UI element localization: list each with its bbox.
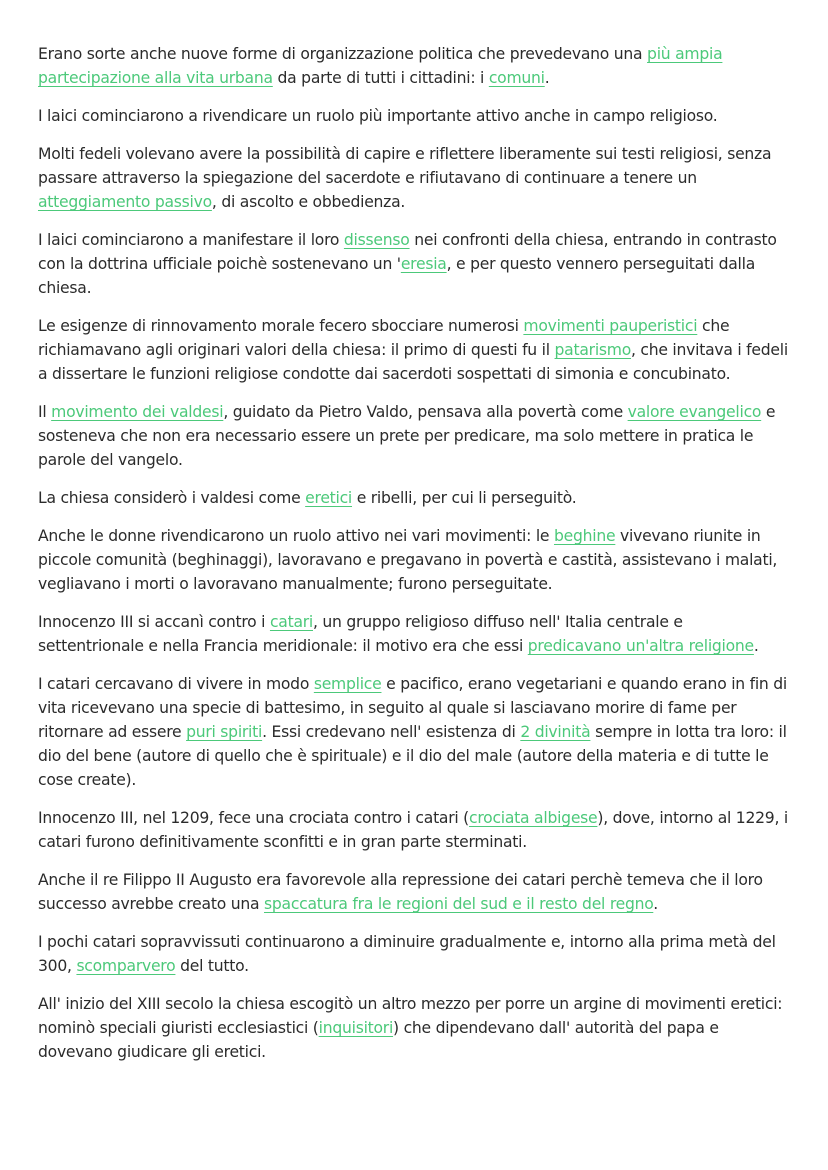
text-run: La chiesa considerò i valdesi come xyxy=(38,489,306,507)
highlighted-term: più ampia partecipazione alla vita urbana xyxy=(38,45,723,87)
text-run: e sosteneva che non era necessario essere un prete per predicare, ma solo mettere in pratica le parole del vangelo. xyxy=(38,403,776,469)
paragraph xyxy=(38,524,792,596)
text-run: , di ascolto e obbedienza. xyxy=(211,193,406,211)
highlighted-term: eresia xyxy=(400,255,447,273)
text-run: e pacifico, erano vegetariani e quando erano in fin di vita ricevevano una specie di battesimo, in seguito al quale si lasciavano morire di fame per ritornare ad essere xyxy=(38,675,788,741)
paragraph xyxy=(38,228,792,300)
text-run: vivevano riunite in piccole comunità (beghinaggi), lavoravano e pregavano in povertà e castità, assistevano i malati, vegliavano i morti o lavoravano manualmente; furono perseguitate. xyxy=(38,527,778,593)
highlighted-term: dissenso xyxy=(343,231,410,249)
highlighted-term: movimento dei valdesi xyxy=(51,403,224,421)
text-run: Molti fedeli volevano avere la possibilità di capire e riflettere liberamente sui testi religiosi, senza passare attraverso la spiegazione del sacerdote e rifiutavano di continuare a tenere un xyxy=(38,145,772,187)
paragraph xyxy=(38,992,792,1064)
text-run: Le esigenze di rinnovamento morale fecero sbocciare numerosi xyxy=(38,317,524,335)
highlighted-term: scomparvero xyxy=(76,957,176,975)
paragraph xyxy=(38,486,792,510)
text-run: All' inizio del XIII secolo la chiesa escogitò un altro mezzo per porre un argine di movimenti eretici: nominò speciali giuristi ecclesiastici ( xyxy=(38,995,783,1037)
text-run: I pochi catari sopravvissuti continuarono a diminuire gradualmente e, intorno alla prima metà del 300, xyxy=(38,933,776,975)
document-body xyxy=(38,42,792,1064)
highlighted-term: predicavano un'altra religione xyxy=(527,637,754,655)
paragraph xyxy=(38,610,792,658)
highlighted-term: spaccatura fra le regioni del sud e il resto del regno xyxy=(263,895,654,913)
highlighted-term: eretici xyxy=(305,489,353,507)
text-run: sempre in lotta tra loro: il dio del bene (autore di quello che è spirituale) e il dio del male (autore della materia e di tutte le cose create). xyxy=(38,723,787,789)
text-run: , un gruppo religioso diffuso nell' Italia centrale e settentrionale e nella Francia meridionale: il motivo era che essi xyxy=(38,613,683,655)
text-run: da parte di tutti i cittadini: i xyxy=(272,69,489,87)
text-run: I laici cominciarono a rivendicare un ruolo più importante attivo anche in campo religioso. xyxy=(38,107,718,125)
highlighted-term: atteggiamento passivo xyxy=(38,193,212,211)
paragraph xyxy=(38,314,792,386)
paragraph xyxy=(38,104,792,128)
text-run: Erano sorte anche nuove forme di organizzazione politica che prevedevano una xyxy=(38,45,648,63)
text-run: , guidato da Pietro Valdo, pensava alla povertà come xyxy=(223,403,628,421)
text-run: che richiamavano agli originari valori della chiesa: il primo di questi fu il xyxy=(38,317,730,359)
text-run: Innocenzo III si accanì contro i xyxy=(38,613,270,631)
text-run: nei confronti della chiesa, entrando in contrasto con la dottrina ufficiale poichè sostenevano un ' xyxy=(38,231,777,273)
text-run: Innocenzo III, nel 1209, fece una crociata contro i catari ( xyxy=(38,809,470,827)
text-run: e ribelli, per cui li perseguitò. xyxy=(352,489,577,507)
text-run: Il xyxy=(38,403,52,421)
text-run: del tutto. xyxy=(175,957,249,975)
paragraph xyxy=(38,806,792,854)
text-run: . xyxy=(653,895,659,913)
paragraph xyxy=(38,400,792,472)
text-run: ), dove, intorno al 1229, i catari furono definitivamente sconfitti e in gran parte sterminati. xyxy=(38,809,788,851)
paragraph xyxy=(38,142,792,214)
highlighted-term: catari xyxy=(269,613,313,631)
highlighted-term: patarismo xyxy=(554,341,632,359)
text-run: Anche le donne rivendicarono un ruolo attivo nei vari movimenti: le xyxy=(38,527,554,545)
highlighted-term: puri spiriti xyxy=(186,723,263,741)
highlighted-term: 2 divinità xyxy=(520,723,591,741)
highlighted-term: movimenti pauperistici xyxy=(523,317,698,335)
highlighted-term: semplice xyxy=(313,675,382,693)
highlighted-term: inquisitori xyxy=(318,1019,394,1037)
paragraph xyxy=(38,868,792,916)
paragraph xyxy=(38,930,792,978)
text-run: I catari cercavano di vivere in modo xyxy=(38,675,314,693)
highlighted-term: valore evangelico xyxy=(627,403,762,421)
text-run: . Essi credevano nell' esistenza di xyxy=(262,723,521,741)
highlighted-term: beghine xyxy=(553,527,616,545)
text-run: , e per questo vennero perseguitati dalla chiesa. xyxy=(38,255,756,297)
highlighted-term: comuni xyxy=(488,69,545,87)
text-run: Anche il re Filippo II Augusto era favorevole alla repressione dei catari perchè temeva che il loro successo avrebbe creato una xyxy=(38,871,763,913)
highlighted-term: crociata albigese xyxy=(469,809,598,827)
text-run: I laici cominciarono a manifestare il loro xyxy=(38,231,344,249)
paragraph xyxy=(38,672,792,792)
paragraph xyxy=(38,42,792,90)
text-run: . xyxy=(753,637,759,655)
text-run: , che invitava i fedeli a dissertare le funzioni religiose condotte dai sacerdoti sospettati di simonia e concubinato. xyxy=(38,341,788,383)
text-run: . xyxy=(544,69,550,87)
text-run: ) che dipendevano dall' autorità del papa e dovevano giudicare gli eretici. xyxy=(38,1019,719,1061)
